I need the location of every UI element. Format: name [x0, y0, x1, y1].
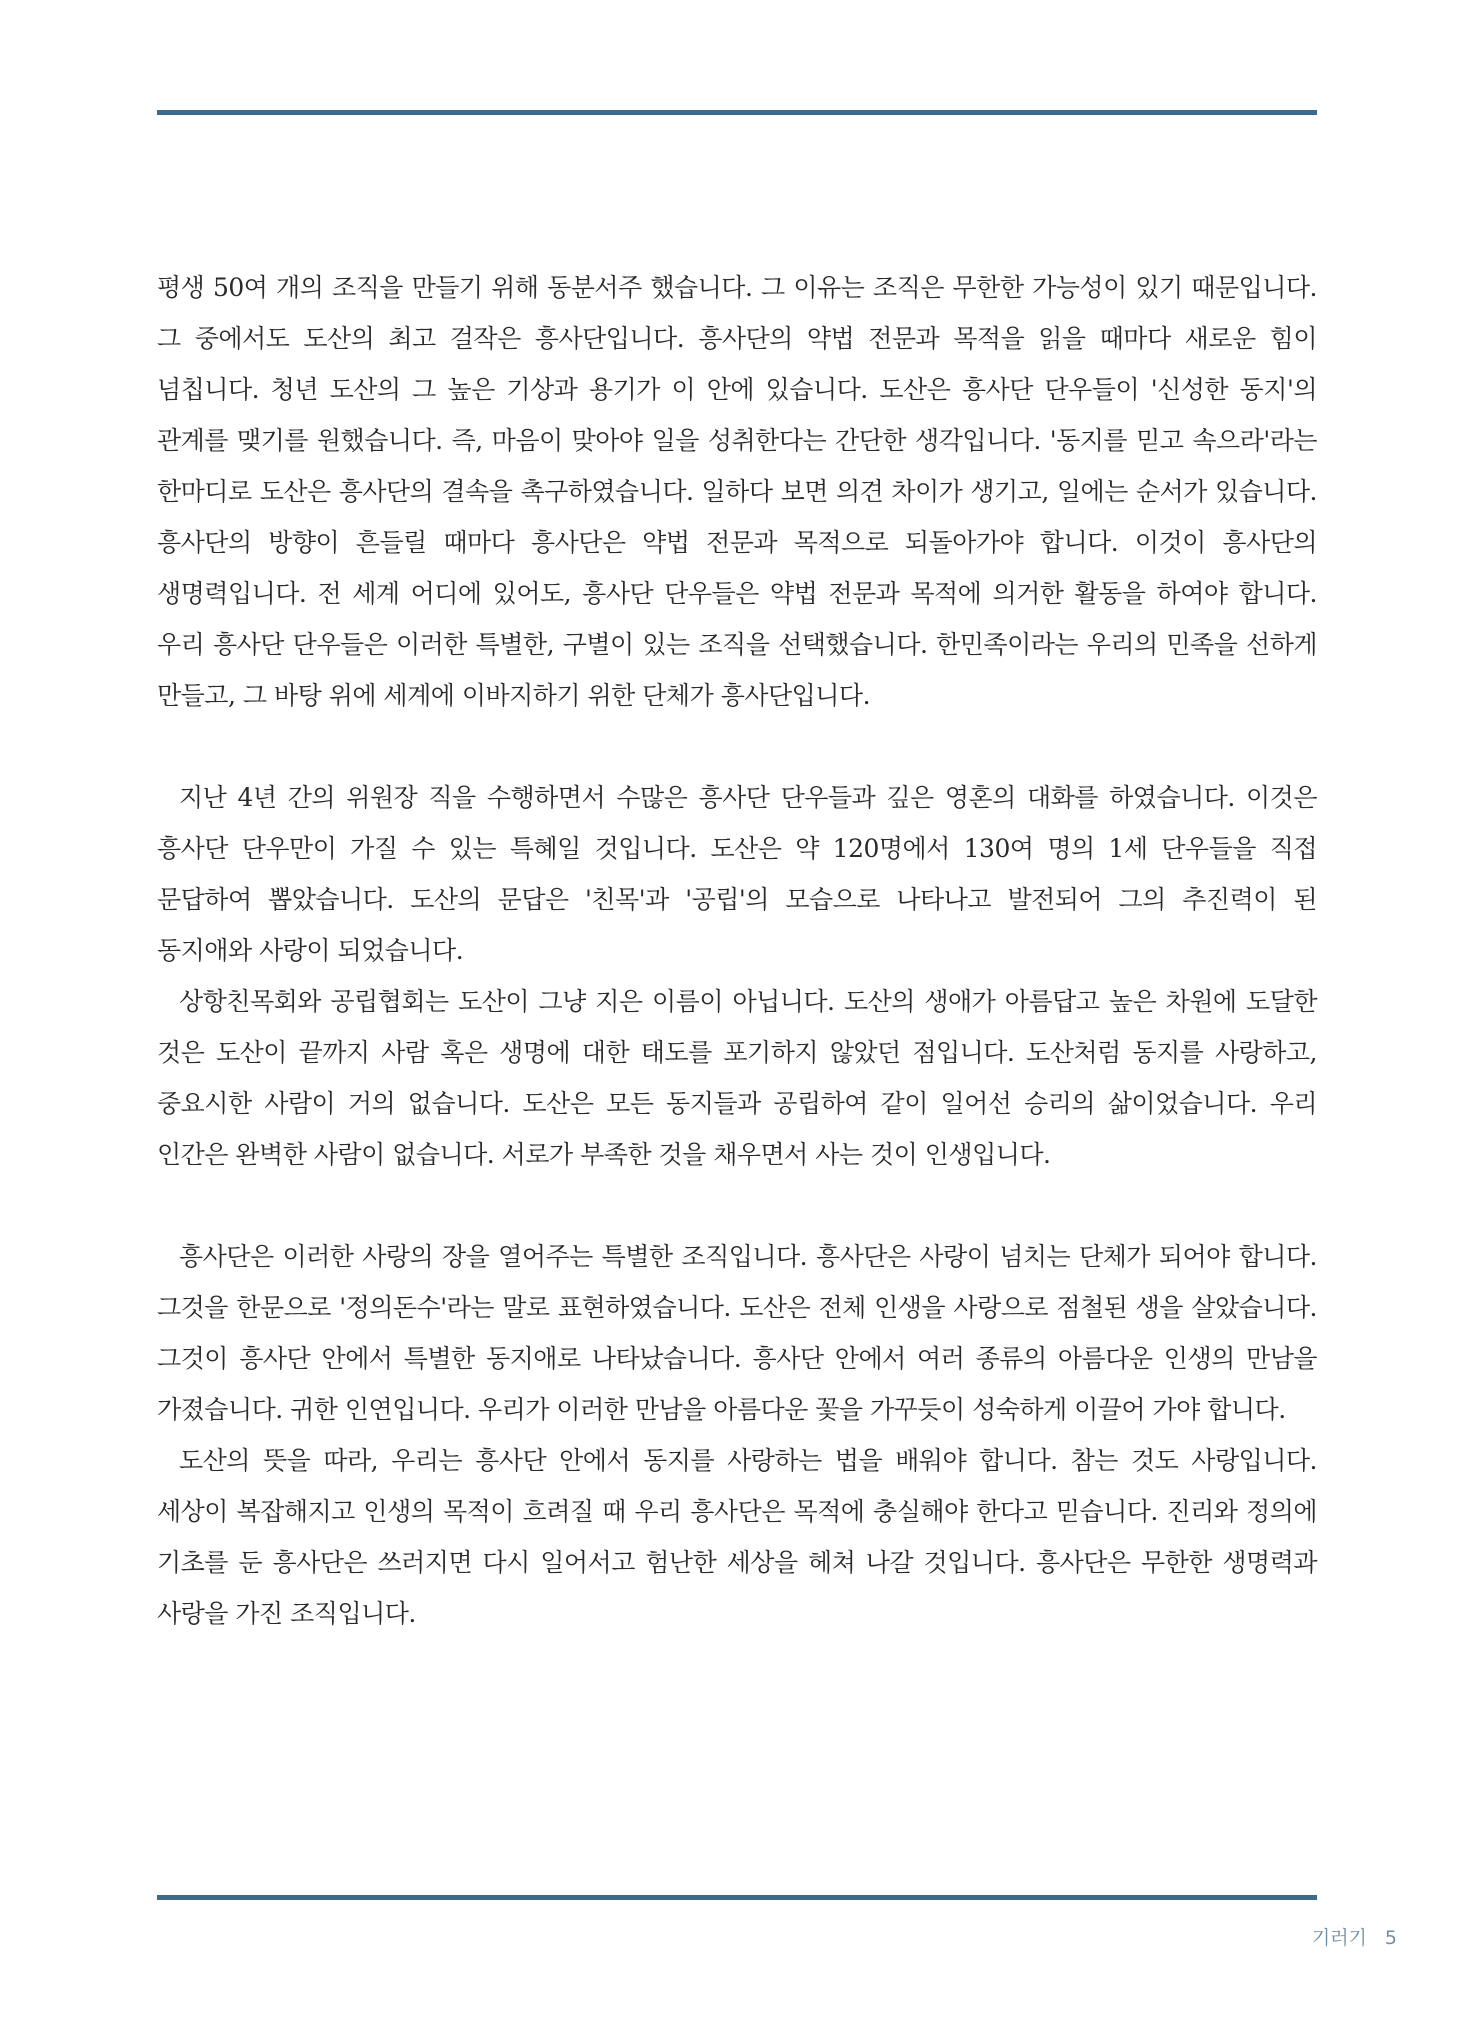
paragraph-spacer: [157, 1180, 1317, 1231]
page-footer: [1312, 1923, 1397, 1950]
paragraph-4: 흥사단은 이러한 사랑의 장을 열어주는 특별한 조직입니다. 흥사단은 사랑이 넘치는 단체가 되어야 합니다. 그것을 한문으로 '정의돈수'라는 말로 표현하였습니다. 도산은 전체 인생을 사랑으로 점철된 생을 살았습니다. 그것이 흥사단 안에서 특별한 동지애로 나타났습니다. 흥사단 안에서 여러 종류의 아름다운 인생의 만남을 가졌습니다. 귀한 인연입니다. 우리가 이러한 만남을 아름다운 꽃을 가꾸듯이 성숙하게 이끌어 가야 합니다.: [157, 1242, 1317, 1424]
publication-name: 기러기: [1311, 1927, 1367, 1949]
footer-rule: [157, 1895, 1317, 1900]
paragraph-2: 지난 4년 간의 위원장 직을 수행하면서 수많은 흥사단 단우들과 깊은 영혼의 대화를 하였습니다. 이것은 흥사단 단우만이 가질 수 있는 특혜일 것입니다. 도산은 약 120명에서 130여 명의 1세 단우들을 직접 문답하여 뽑았습니다. 도산의 문답은 '친목'과 '공립'의 모습으로 나타나고 발전되어 그의 추진력이 된 동지애와 사랑이 되었습니다.: [157, 783, 1317, 965]
paragraph-1: 평생 50여 개의 조직을 만들기 위해 동분서주 했습니다. 그 이유는 조직은 무한한 가능성이 있기 때문입니다. 그 중에서도 도산의 최고 걸작은 흥사단입니다. 흥사단의 약법 전문과 목적을 읽을 때마다 새로운 힘이 넘칩니다. 청년 도산의 그 높은 기상과 용기가 이 안에 있습니다. 도산은 흥사단 단우들이 '신성한 동지'의 관계를 맺기를 원했습니다. 즉, 마음이 맞아야 일을 성취한다는 간단한 생각입니다. '동지를 믿고 속으라'라는 한마디로 도산은 흥사단의 결속을 촉구하였습니다. 일하다 보면 의견 차이가 생기고, 일에는 순서가 있습니다. 흥사단의 방향이 흔들릴 때마다 흥사단은 약법 전문과 목적으로 되돌아가야 합니다. 이것이 흥사단의 생명력입니다. 전 세계 어디에 있어도, 흥사단 단우들은 약법 전문과 목적에 의거한 활동을 하여야 합니다. 우리 흥사단 단우들은 이러한 특별한, 구별이 있는 조직을 선택했습니다. 한민족이라는 우리의 민족을 선하게 만들고, 그 바탕 위에 세계에 이바지하기 위한 단체가 흥사단입니다.: [157, 273, 1317, 710]
article-body: [157, 262, 1317, 1639]
paragraph-spacer: [157, 721, 1317, 772]
paragraph-5: 도산의 뜻을 따라, 우리는 흥사단 안에서 동지를 사랑하는 법을 배워야 합니다. 참는 것도 사랑입니다. 세상이 복잡해지고 인생의 목적이 흐려질 때 우리 흥사단은 목적에 충실해야 한다고 믿습니다. 진리와 정의에 기초를 둔 흥사단은 쓰러지면 다시 일어서고 험난한 세상을 헤쳐 나갈 것입니다. 흥사단은 무한한 생명력과 사랑을 가진 조직입니다.: [157, 1446, 1317, 1628]
header-rule: [157, 110, 1317, 115]
paragraph-3: 상항친목회와 공립협회는 도산이 그냥 지은 이름이 아닙니다. 도산의 생애가 아름답고 높은 차원에 도달한 것은 도산이 끝까지 사람 혹은 생명에 대한 태도를 포기하지 않았던 점입니다. 도산처럼 동지를 사랑하고, 중요시한 사람이 거의 없습니다. 도산은 모든 동지들과 공립하여 같이 일어선 승리의 삶이었습니다. 우리 인간은 완벽한 사람이 없습니다. 서로가 부족한 것을 채우면서 사는 것이 인생입니다.: [157, 987, 1317, 1169]
page-number: 5: [1384, 1927, 1397, 1949]
